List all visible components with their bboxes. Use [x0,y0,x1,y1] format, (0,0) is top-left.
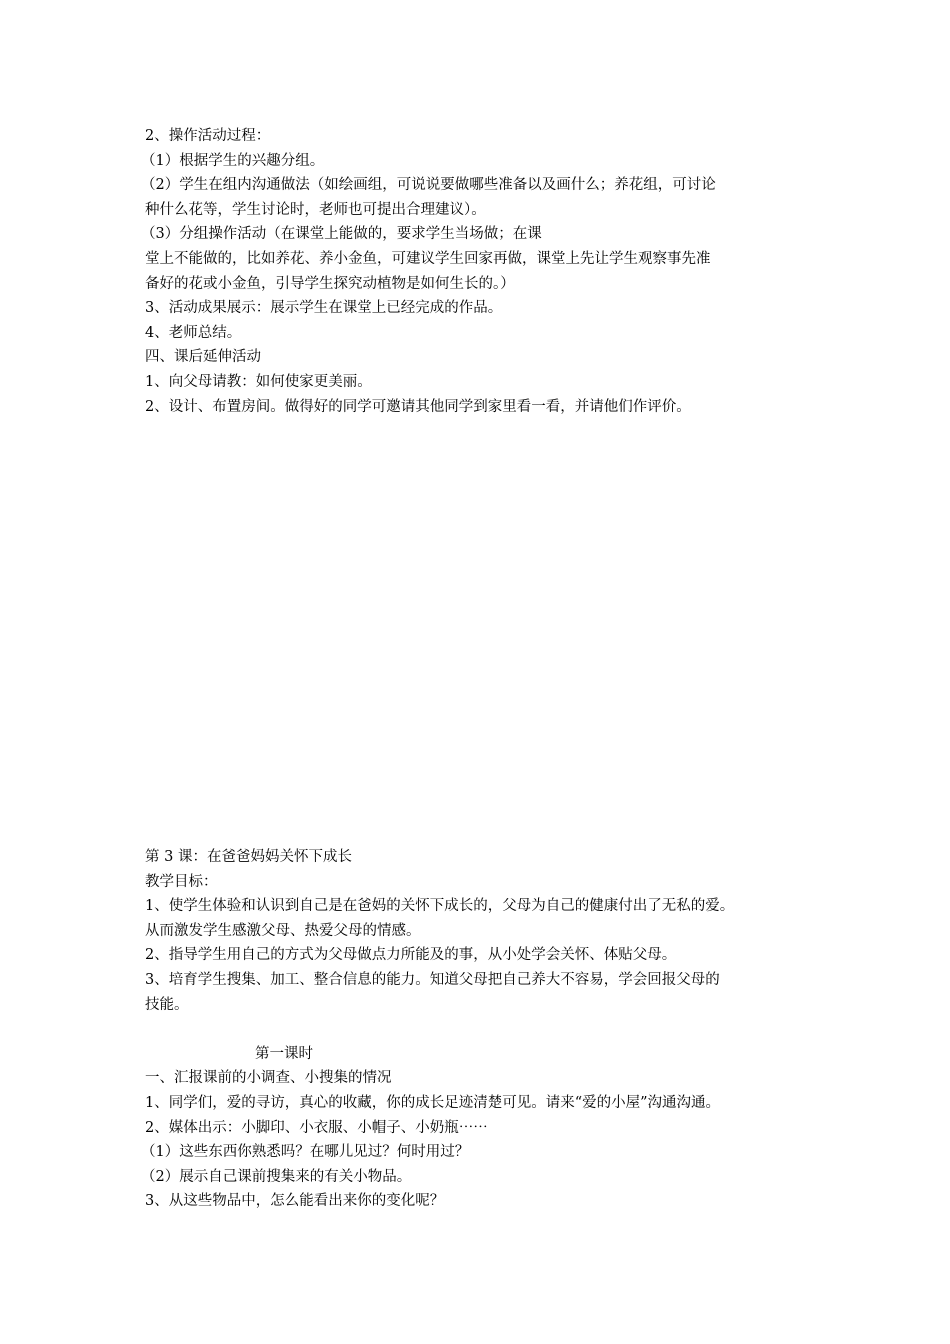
text-line: 1、同学们，爱的寻访，真心的收藏，你的成长足迹清楚可见。请来“爱的小屋”沟通沟通。 [145,1094,721,1111]
objectives-heading: 教学目标： [145,873,218,890]
text-line: 3、活动成果展示：展示学生在课堂上已经完成的作品。 [145,300,503,317]
objective-line: 3、培育学生搜集、加工、整合信息的能力。知道父母把自己养大不容易，学会回报父母的 [145,971,720,988]
period-heading: 第一课时 [255,1045,313,1062]
objective-line: 1、使学生体验和认识到自己是在爸妈的关怀下成长的，父母为自己的健康付出了无私的爱。 [145,898,735,915]
lesson-title: 第 3 课：在爸爸妈妈关怀下成长 [145,849,352,865]
text-line: 1、向父母请教：如何使家更美丽。 [145,373,372,390]
part-heading: 一、汇报课前的小调查、小搜集的情况 [145,1070,392,1087]
text-line: 4、老师总结。 [145,324,242,341]
section-lesson-3 [141,845,825,1214]
section-heading: 四、课后延伸活动 [145,349,261,366]
text-line: 堂上不能做的，比如养花、养小金鱼，可建议学生回家再做，课堂上先让学生观察事先准 [145,250,711,267]
objective-line: 技能。 [145,996,189,1013]
text-line: 2、操作活动过程： [145,128,271,144]
text-line: 备好的花或小金鱼，引导学生探究动植物是如何生长的。） [145,275,515,292]
objective-line: 2、指导学生用自己的方式为父母做点力所能及的事，从小处学会关怀、体贴父母。 [145,947,677,964]
text-line: （1）这些东西你熟悉吗？在哪儿见过？何时用过？ [141,1144,470,1161]
section-activity-process [141,124,825,419]
blank-line [145,1017,825,1042]
text-line: （2）学生在组内沟通做法（如绘画组，可说说要做哪些准备以及画什么；养花组，可讨论 [141,177,716,194]
text-line: 2、媒体出示：小脚印、小衣服、小帽子、小奶瓶⋯⋯ [145,1119,488,1136]
objective-line: 从而激发学生感激父母、热爱父母的情感。 [145,922,421,939]
text-line: （3）分组操作活动（在课堂上能做的，要求学生当场做；在课 [141,226,542,243]
text-line: 3、从这些物品中，怎么能看出来你的变化呢？ [145,1193,445,1210]
text-line: 种什么花等，学生讨论时，老师也可提出合理建议）。 [145,201,486,218]
text-line: （1）根据学生的兴趣分组。 [141,152,325,169]
text-line: 2、设计、布置房间。做得好的同学可邀请其他同学到家里看一看，并请他们作评价。 [145,398,691,415]
text-line: （2）展示自己课前搜集来的有关小物品。 [141,1168,412,1185]
